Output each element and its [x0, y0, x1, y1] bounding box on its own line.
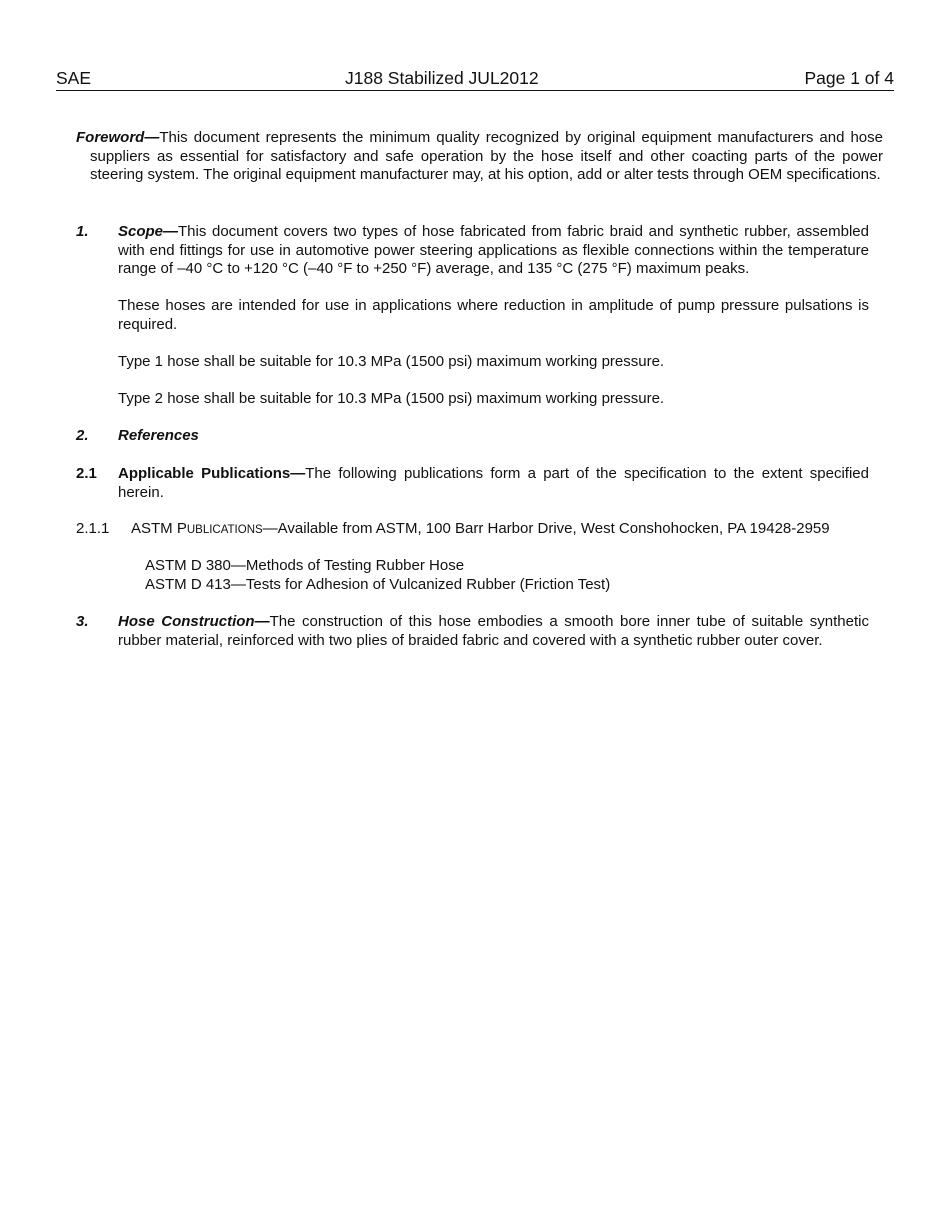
- foreword-text: This document represents the minimum quality recognized by original equipment manufacturers and hose suppliers as essential for satisfactory and safe operation by the hose itself and other coacting parts of the power steering system. The original equipment manufacturer may, at his option, add or alter tests through OEM specifications.: [90, 129, 883, 184]
- foreword-label: Foreword—: [76, 129, 160, 146]
- header-page-number: Page 1 of 4: [804, 68, 894, 88]
- astm-label-small-caps: UBLICATIONS: [186, 524, 263, 536]
- type-2-statement: Type 2 hose shall be suitable for 10.3 MPa (1500 psi) maximum working pressure.: [118, 390, 665, 407]
- scope-label: Scope—: [118, 223, 179, 240]
- type-1-statement: Type 1 hose shall be suitable for 10.3 MPa (1500 psi) maximum working pressure.: [118, 353, 665, 370]
- applicable-publications-paragraph: [118, 465, 869, 502]
- page-header: [56, 68, 894, 91]
- section-2-number: 2.: [76, 427, 89, 444]
- hose-construction-label: Hose Construction—: [118, 613, 270, 630]
- applicable-publications-text: The following publications form a part of the specification to the extent specified herein.: [118, 465, 869, 501]
- header-document-id: J188 Stabilized JUL2012: [345, 68, 539, 88]
- scope-text-2: These hoses are intended for use in applications where reduction in amplitude of pump pressure pulsations is required.: [118, 297, 869, 333]
- astm-publications-line: [131, 520, 830, 540]
- astm-label-first: ASTM P: [131, 520, 187, 537]
- scope-text: This document covers two types of hose fabricated from fabric braid and synthetic rubber, assembled with end fittings for use in automotive power steering applications as flexible connections within the temperature range of –40 °C to +120 °C (–40 °F to +250 °F) average, and 135 °C (275 °F) maximum peaks.: [118, 223, 869, 278]
- section-1-number: 1.: [76, 223, 89, 240]
- astm-reference-item: ASTM D 380—Methods of Testing Rubber Hose: [145, 557, 465, 574]
- applicable-publications-label: Applicable Publications—: [118, 465, 306, 482]
- hose-construction-paragraph: [118, 613, 869, 650]
- astm-publications-text: —Available from ASTM, 100 Barr Harbor Drive, West Conshohocken, PA 19428-2959: [262, 520, 830, 537]
- scope-paragraph-2: [118, 297, 869, 334]
- section-2-1-1-number: 2.1.1: [76, 520, 110, 537]
- header-org: SAE: [56, 68, 92, 88]
- hose-construction-text: The construction of this hose embodies a smooth bore inner tube of suitable synthetic rubber material, reinforced with two plies of braided fabric and covered with a synthetic rubber outer cover.: [118, 613, 869, 649]
- scope-paragraph: [118, 223, 869, 279]
- astm-reference-item: ASTM D 413—Tests for Adhesion of Vulcanized Rubber (Friction Test): [145, 576, 611, 593]
- section-3-number: 3.: [76, 613, 89, 630]
- foreword-paragraph: [76, 129, 883, 185]
- references-heading: References: [118, 427, 199, 444]
- section-2-1-number: 2.1: [76, 465, 97, 482]
